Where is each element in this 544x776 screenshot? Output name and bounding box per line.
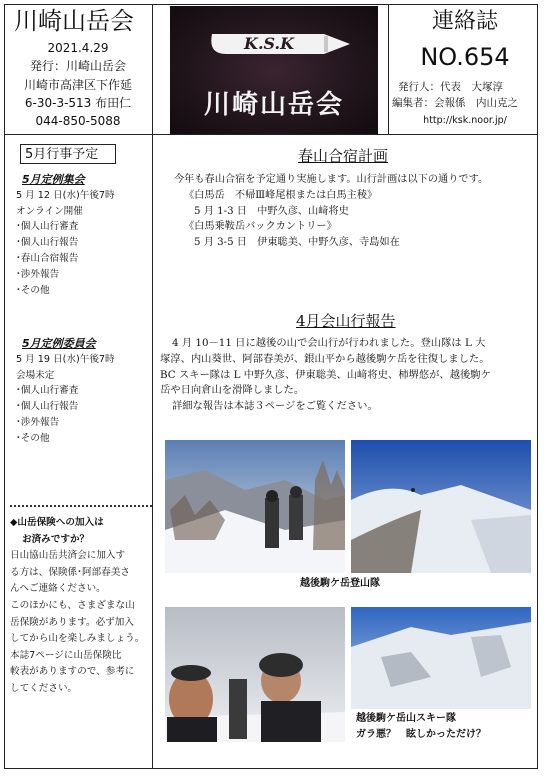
meeting2-line: ･個人山行報告: [16, 401, 79, 413]
meeting1-line: ･渉外報告: [16, 268, 60, 280]
address-line-1: 川崎市高津区下作延: [23, 78, 132, 92]
header-divider-left: [152, 4, 153, 134]
insurance-line: してください。: [10, 682, 78, 694]
article2-heading: 4月会山行報告: [296, 312, 396, 330]
article2-line: 4 月 10－11 日に越後の山で会山行が行われました。登山隊は L 大: [172, 337, 486, 349]
phone: 044-850-5088: [35, 114, 121, 128]
photo-ski-slope: [351, 607, 531, 709]
caption-ski-line-1: 越後駒ケ岳山スキー隊: [356, 713, 456, 724]
issue-number: NO.654: [420, 43, 510, 71]
article1-line: 《白馬乗鞍岳バックカントリー》: [184, 221, 337, 233]
insurance-title-2: お済みですか？: [22, 533, 90, 545]
article1-heading: 春山合宿計画: [298, 147, 389, 165]
photo-selfie: [165, 607, 345, 742]
insurance-line: このほかにも、さまざまな山: [10, 599, 135, 611]
meeting1-block: [16, 172, 115, 298]
club-name: 川崎山岳会: [14, 7, 134, 35]
meeting1-line: ･個人山行審査: [16, 221, 79, 233]
insurance-line: 日山協山岳共済会に加入す: [10, 550, 126, 562]
insurance-line: 本誌7ページに山岳保険比: [10, 649, 122, 661]
meeting1-title: 5月定例集会: [22, 173, 85, 186]
representative: 発行人：代表 大塚淳: [398, 81, 503, 93]
caption-climb-team: 越後駒ケ岳登山隊: [300, 578, 380, 589]
schedule-box-title: 5月行事予定: [20, 144, 116, 164]
editor: 編集者：会報係 内山克之: [392, 97, 518, 109]
publisher: 発行：川崎山岳会: [29, 59, 126, 73]
article2-line: BC スキー隊は L 中野久彦、伊東聡美、山﨑将史、柿堺悠が、越後駒ケ: [160, 368, 491, 381]
insurance-block: [10, 515, 144, 698]
article1-body: [164, 172, 488, 251]
meeting1-line: 5 月 12 日(水)午後7時: [16, 189, 115, 201]
bulletin-title: 連絡誌: [431, 9, 498, 34]
article2-body: [160, 336, 491, 415]
logo-title: 川崎山岳会: [203, 90, 344, 120]
caption-ski-line-2: ガラ悪？ 眩しかっただけ？: [356, 729, 486, 740]
address-line-2: 6-30-3-513 布田仁: [24, 96, 132, 110]
insurance-line: してから山を楽しみましょう。: [10, 633, 145, 645]
issue-date: 2021.4.29: [47, 41, 109, 55]
meeting2-title: 5月定例委員会: [22, 337, 96, 350]
header-divider-right: [388, 4, 389, 134]
meeting2-line: 会場未定: [16, 369, 55, 381]
meeting1-line: ･個人山行報告: [16, 237, 79, 249]
article1-line: 5 月 3-5 日 伊東聡美、中野久彦、寺島如在: [194, 237, 400, 249]
article2-line: 塚淳、内山葵世、阿部春美が、銀山平から越後駒ケ岳を往復しました。: [160, 352, 490, 365]
article1-line: 5 月 1-3 日 中野久彦、山﨑将史: [194, 205, 349, 217]
dotted-divider: [10, 505, 152, 507]
meeting2-line: ･その他: [16, 432, 50, 444]
article1-line: 今年も春山合宿を予定通り実施します。山行計画は以下の通りです。: [174, 174, 489, 185]
meeting2-block: [16, 336, 115, 447]
insurance-line: る方は、保険係･阿部春美さ: [10, 566, 130, 578]
logo-letters: K.S.K: [244, 34, 294, 53]
article2-line: 詳細な報告は本誌３ページをご覧ください。: [172, 400, 378, 413]
meeting2-line: 5 月 19 日(水)午後7時: [16, 353, 115, 365]
meeting1-line: オンライン開催: [16, 205, 83, 217]
meeting1-line: ･春山合宿報告: [16, 252, 79, 264]
meeting2-line: ･渉外報告: [16, 416, 60, 428]
insurance-title-1: ◆山岳保険への加入は: [10, 517, 104, 528]
photo-climbers-ridge: [165, 440, 345, 573]
column-divider: [152, 134, 153, 769]
insurance-line: 較表がありますので、参考に: [10, 666, 135, 678]
insurance-line: んへご連絡ください。: [10, 583, 106, 595]
article2-line: 岳や日向倉山を滑降しました。: [160, 384, 305, 397]
insurance-line: 岳保険があります。必ず加入: [10, 616, 134, 628]
photo-snow-ridge: [351, 440, 531, 573]
meeting2-line: ･個人山行審査: [16, 385, 79, 397]
meeting1-line: ･その他: [16, 284, 50, 296]
article1-line: 《白馬岳 不帰Ⅲ峰尾根または白馬主稜》: [184, 189, 378, 201]
website-link[interactable]: http://ksk.noor.jp/: [423, 115, 507, 126]
caption-ski-team: [356, 711, 486, 743]
header-divider: [4, 134, 538, 135]
